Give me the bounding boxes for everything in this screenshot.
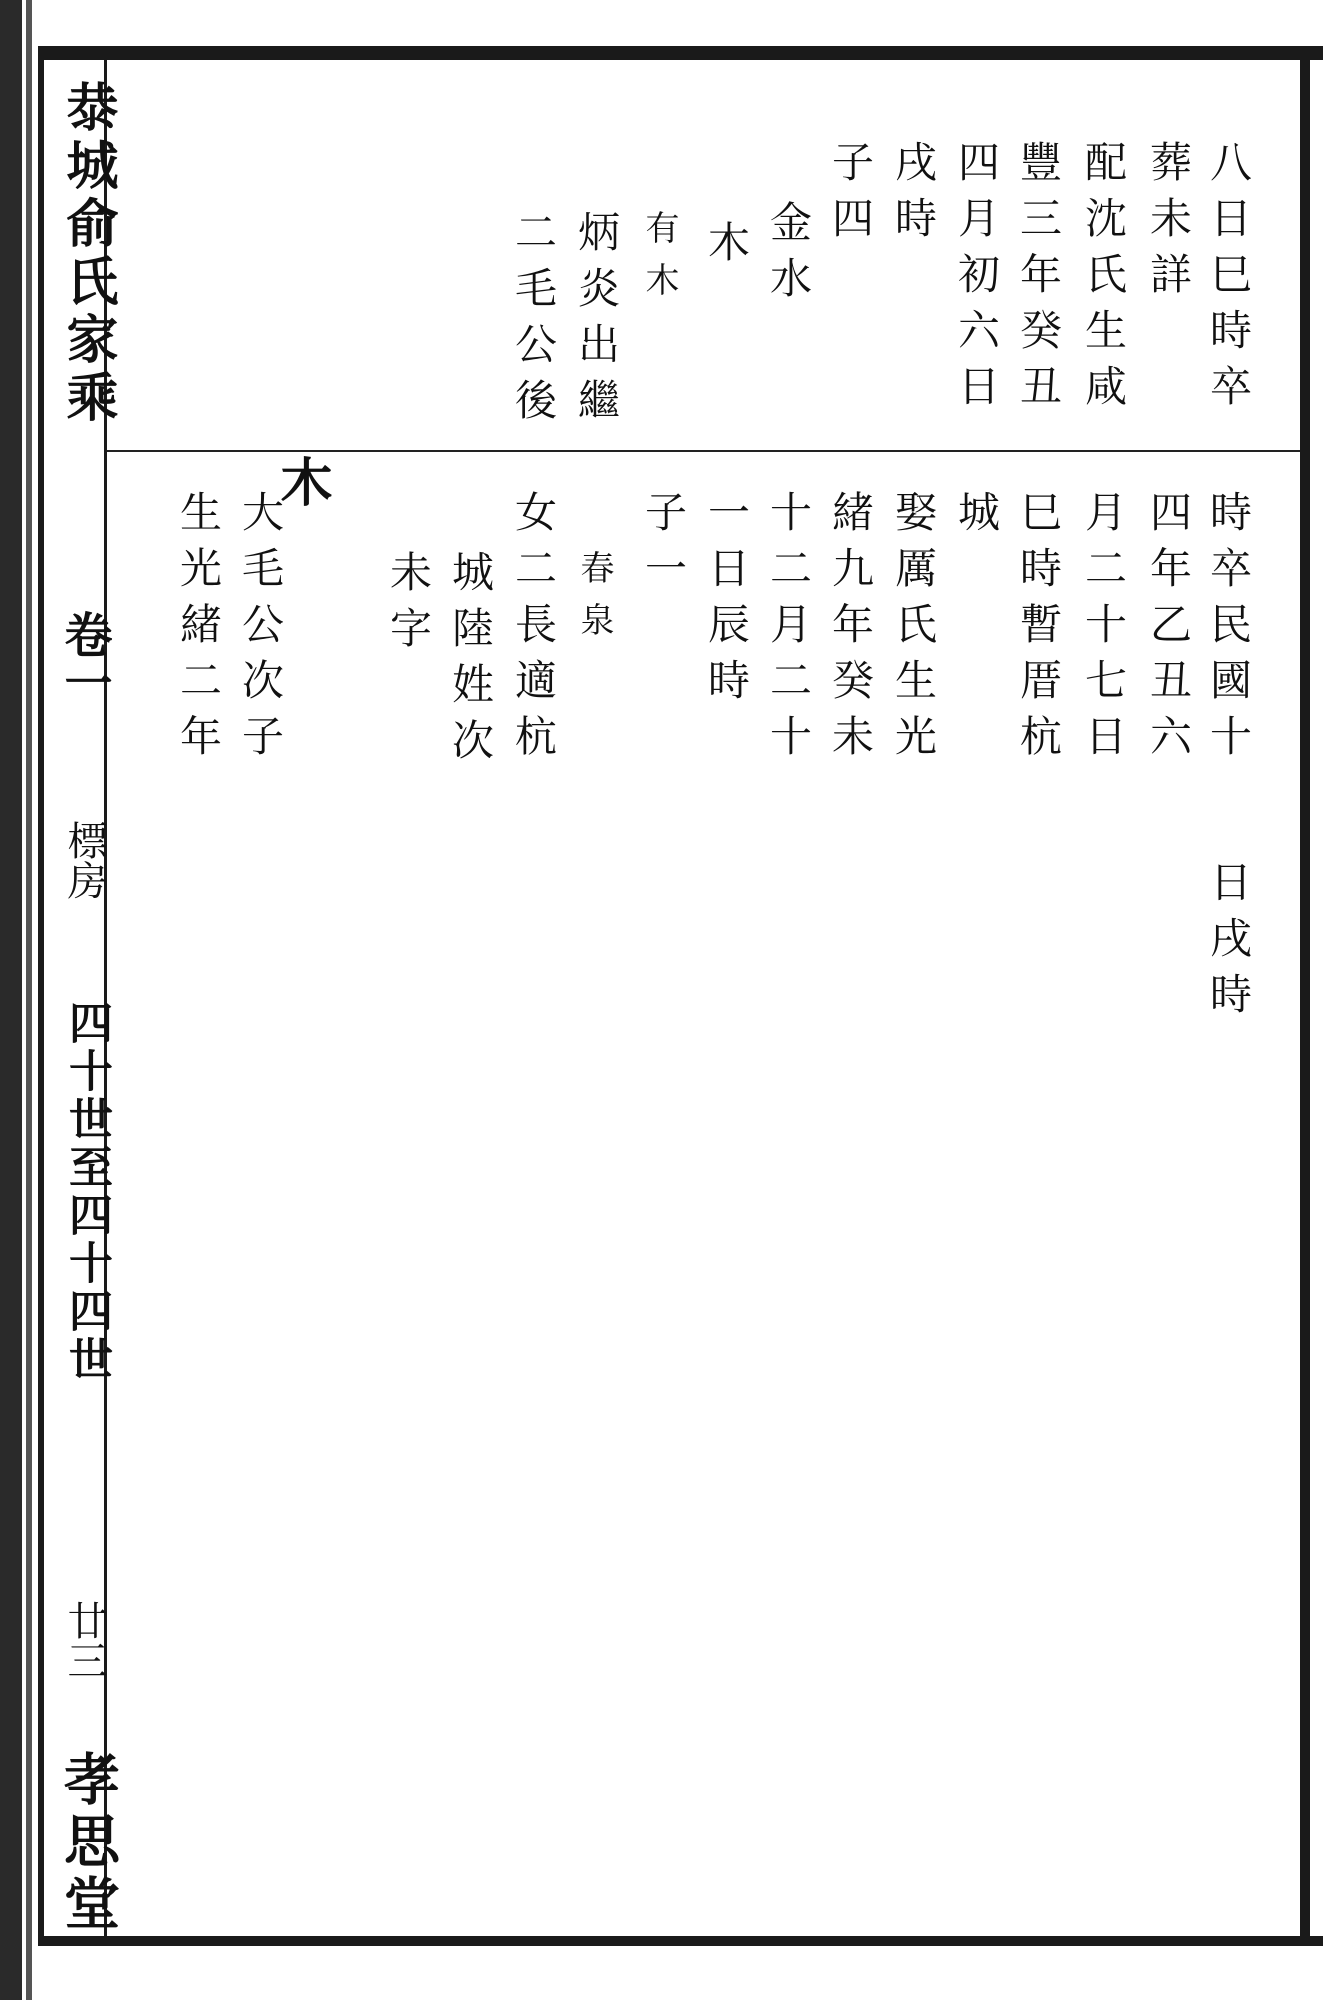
text-column: 女二長適杭	[509, 490, 558, 770]
spine-column	[44, 60, 121, 1936]
frame-bottom-border	[38, 1936, 1323, 1946]
text-column: 四月初六日	[952, 140, 1001, 420]
text-column: 豐三年癸丑	[1014, 140, 1063, 420]
text-column: 巳時暫厝杭	[1014, 490, 1063, 770]
scan-edge-left	[0, 0, 22, 2000]
text-column: 春泉	[574, 550, 614, 654]
branch-label: 標房	[61, 820, 107, 900]
frame-top-border	[38, 46, 1323, 60]
frame-right-border	[1300, 46, 1310, 1946]
text-column: 葬未詳	[1144, 140, 1193, 308]
text-column: 戌時	[889, 140, 938, 252]
section-divider	[107, 450, 1300, 452]
text-column: 炳炎出繼	[572, 210, 621, 434]
generation-range: 四十世至四十四世	[61, 1000, 112, 1384]
text-column: 時卒民國十	[1204, 490, 1253, 770]
text-column: 城陸姓次	[446, 550, 495, 774]
text-column: 配沈氏生咸	[1079, 140, 1128, 420]
text-column: 四年乙丑六	[1144, 490, 1193, 770]
book-title: 㳟城俞氏家乘	[57, 80, 118, 428]
text-column: 城	[952, 490, 1001, 546]
text-column: 未字	[384, 550, 433, 662]
text-column: 子四	[826, 140, 875, 252]
text-column: 十二月二十	[764, 490, 813, 770]
text-column: 金水	[764, 200, 813, 312]
text-column: 二毛公後	[509, 210, 558, 434]
text-column: 八日巳時卒	[1204, 140, 1253, 420]
text-column: 日戌時	[1204, 860, 1253, 1028]
genealogy-panel	[107, 60, 1300, 1936]
scan-edge-left-inner	[26, 0, 32, 2000]
text-column: 大毛公次子	[236, 490, 285, 770]
text-column: 娶厲氏生光	[889, 490, 938, 770]
text-column: 木	[702, 220, 751, 276]
text-column: 子一	[639, 490, 688, 602]
volume-label: 卷一	[56, 610, 112, 706]
page-number: 廿三	[61, 1600, 107, 1680]
hall-name: 孝思堂	[55, 1750, 121, 1936]
text-column: 月二十七日	[1079, 490, 1128, 770]
text-column: 緒九年癸未	[826, 490, 875, 770]
text-column: 木	[271, 455, 332, 521]
text-column: 生光緒二年	[174, 490, 223, 770]
text-column: 一日辰時	[702, 490, 751, 714]
text-column: 有木	[639, 210, 679, 314]
